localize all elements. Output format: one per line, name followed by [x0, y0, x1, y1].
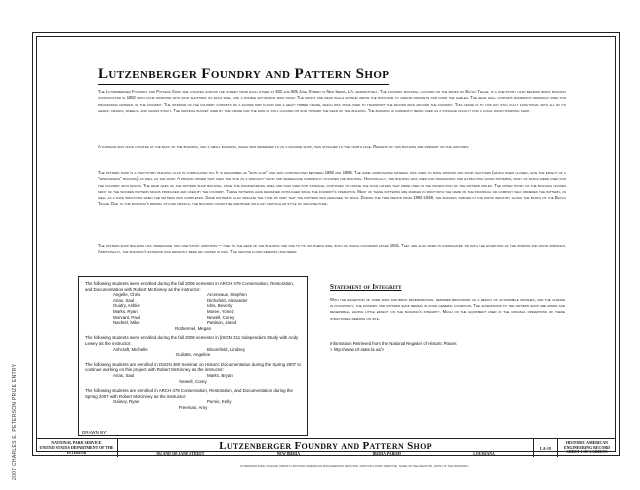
- sheet-number: SHEET 1 OF 2 SHEETS: [566, 450, 608, 455]
- student-name: Marks, Bryan: [207, 372, 233, 378]
- credits-group-1-names: [85, 292, 301, 326]
- student-credits-box: [78, 276, 308, 436]
- integrity-heading: Statement of Integrity: [330, 283, 402, 291]
- survey-code: LA-19: [540, 445, 551, 451]
- student-name: Gainey, Ryan: [113, 399, 140, 405]
- prize-entry-label: 2007 CHARLES E. PETERSON PRIZE ENTRY: [12, 363, 18, 480]
- student-name: Arceneaux, Stephen: [207, 292, 247, 298]
- survey-code-cell: [534, 439, 558, 457]
- student-name: Pursio, Kelly: [207, 399, 232, 405]
- record-line-1: HISTORIC AMERICAN: [566, 441, 608, 446]
- student-name: Bloomfield, Lindsey: [207, 346, 246, 352]
- history-paragraph-3: The pattern shop is a two-story building clad in corrugated tin. It is described as "iron clad" and was constructed between 1892 and 1895. The same corrugated material was used to make window and door shutters (which when closed, give the effect of a "windowless" building) as well as the roof. A private owner that uses the site as a specialty shop and warehouse currently occupies the building. Historically, the building was used for processing and extracting wood patterns, many of which were used for the foundry iron molds. The rear area of the pattern shop building, once the woodworking area and now used for storage, continues to house the four lathes that were used in the production of the pattern molds. The upper story of the building houses many of the wooden pattern molds produced and used by the foundry. These patterns have remained untouched since the foundry's operation. Many of these patterns are marked in paint with the name of the individual or company who ordered the pattern, as well as a date indicating when the pattern was completed. Some patterns also indicate the type of part that the pattern was designed to mold. During the time period from 1892-1949, the building thrived in the wood industry along the banks of the Bayou Teche. Due to the building's minimal styling details, the building cannot be identified with any particular style of architecture.: [98, 170, 566, 207]
- sheet-title: Lutzenberger Foundry and Pattern Shop: [98, 66, 389, 85]
- project-city: NEW IBERIA: [276, 451, 301, 456]
- agency-cell: [36, 439, 118, 457]
- student-name: Nachtel, Mike: [113, 320, 140, 326]
- student-name: Pattison, Jared: [207, 320, 237, 326]
- credits-group-4: [85, 388, 301, 410]
- student-name: Guidry, Ashlie: [113, 303, 140, 309]
- credits-group-3-names: [85, 373, 301, 379]
- credits-group-2-intro: The following students were enrolled during the fall 2006 semester in [ISGN 311 Independent Study with Andy Lewey as the instructor:: [85, 335, 299, 346]
- student-name: Morvant, Paul: [113, 314, 141, 320]
- integrity-text: With the exception of some iron and brick deterioration, repaired brickwork as a result of automobile crashes, and the change in occupancy, the foundry and pattern shop remain in good general condition. The alterations to the pattern shop are minor and reversible, having little effect on the building's integrity. Much of the equipment used in the original operations of these structures remains on site.: [330, 297, 565, 321]
- student-name: Arias, Saul: [113, 372, 135, 378]
- source-url: > http://www.crt.state.la.us/>: [330, 346, 384, 352]
- project-parish: IBERIA PARISH: [372, 451, 401, 456]
- source-info: [330, 341, 565, 352]
- agency-name: NATIONAL PARK SERVICE: [51, 440, 102, 445]
- project-address: 502 AND 505 JANE STREET: [156, 451, 205, 456]
- credits-group-3: [85, 362, 301, 384]
- student-name: Rothermel, Megan: [174, 325, 212, 331]
- credits-group-4-intro: The following students are enrolled in ARCH 479 Conservation, Restoration, and Documentation during the Spring 2007 with Robert McKinney as the instructor:: [85, 388, 293, 399]
- history-paragraph-2: A furnace was once located at the back of the building, and a small building, which was referred to as a machine shop, was attached to the north face. Remains of this building are present on the grounds.: [98, 144, 470, 149]
- department-name: UNITED STATES DEPARTMENT OF THE INTERIOR: [39, 445, 114, 455]
- project-location: [120, 452, 531, 456]
- student-name: Arias, Saul: [113, 297, 135, 303]
- student-name: Newell, Corey: [207, 314, 235, 320]
- record-line-2: ENGINEERING RECORD: [564, 445, 610, 450]
- student-name: Freeman, Amy: [178, 404, 208, 410]
- student-name: Ashcraft, Michelle: [113, 346, 148, 352]
- student-name: Angelle, Chris: [113, 292, 141, 298]
- student-name: Marks, Ryan: [113, 308, 138, 314]
- student-name: Newell, Corey: [179, 378, 207, 384]
- student-name: Dinhofeld, Alexander: [207, 297, 248, 303]
- history-paragraph-4: The pattern shop building has undergone two one-story additions — one to the rear of the building and one to its southern side, both of which occurred after 1931. They are also sided in corrugated tin with the exception of the window and door openings. Additionally, the building's exterior was recently been re coated in zinc. The second floor remains unaltered.: [98, 243, 566, 255]
- drawn-by-label: DRAWN BY:: [82, 430, 108, 435]
- credits-group-1-intro: The following students were enrolled during the fall 2006 semester in ARCH 479 Conservation, Restoration, and Documentation with Robert McKinney as the instructor:: [85, 281, 294, 292]
- credits-group-1: [85, 281, 301, 331]
- history-paragraph-1: The Lutzenberger Foundry and Pattern Shop are located across the street from each other at 502 and 505 Jane Street in New Iberia, LA, respectively. The foundry building, located on the banks of Bayou Teche, is a one-story load bearing brick building constructed in 1882 with four windows with iron shutters on each side, and a double en-trance iron door. The front and rear walls extend above the roofline to create parapets and form the gables. The rear wall contains numerous openings used for processing material in the foundry. The interior of the foundry consists of a sloped dirt floor and a heavy timber crane, which was once used to transport the molten iron around the foundry. This crane is to this day still fully functional with all of its gears, cranks, wheels, and chains intact. The original bucket used by the crane for the iron is still located on site toward the rear of the building. The building is currently being used as a storage facility for a local wood-working shop.: [98, 89, 566, 113]
- project-title-cell: [118, 439, 534, 457]
- source-info-line: Information Retrieved from the National Register of Historic Places: [330, 341, 457, 346]
- project-title: Lutzenberger Foundry and Pattern Shop: [219, 439, 432, 452]
- student-name: Guilotte, Angeline: [175, 352, 211, 358]
- student-name: Moree, Yonez: [207, 308, 234, 314]
- credits-group-3-intro: The following students are enrolled in DSGN 480 Seminar on Historic Documentation during the Spring 2007 to continue working on this project with Robert McKinney as the instructor:: [85, 361, 301, 373]
- credits-group-2: [85, 335, 301, 357]
- project-state: LOUISIANA: [473, 451, 495, 456]
- record-cell: [558, 439, 616, 457]
- title-block: [36, 438, 616, 457]
- reproduction-credit-note: IF REPRODUCED, PLEASE CREDIT: HISTORIC AMERICAN ENGINEERING RECORD, NATIONAL PARK SERVICE, NAME OF DELINEATOR, DATE OF THE DRAWING: [240, 464, 469, 468]
- student-name: Idris, Beverly: [207, 303, 233, 309]
